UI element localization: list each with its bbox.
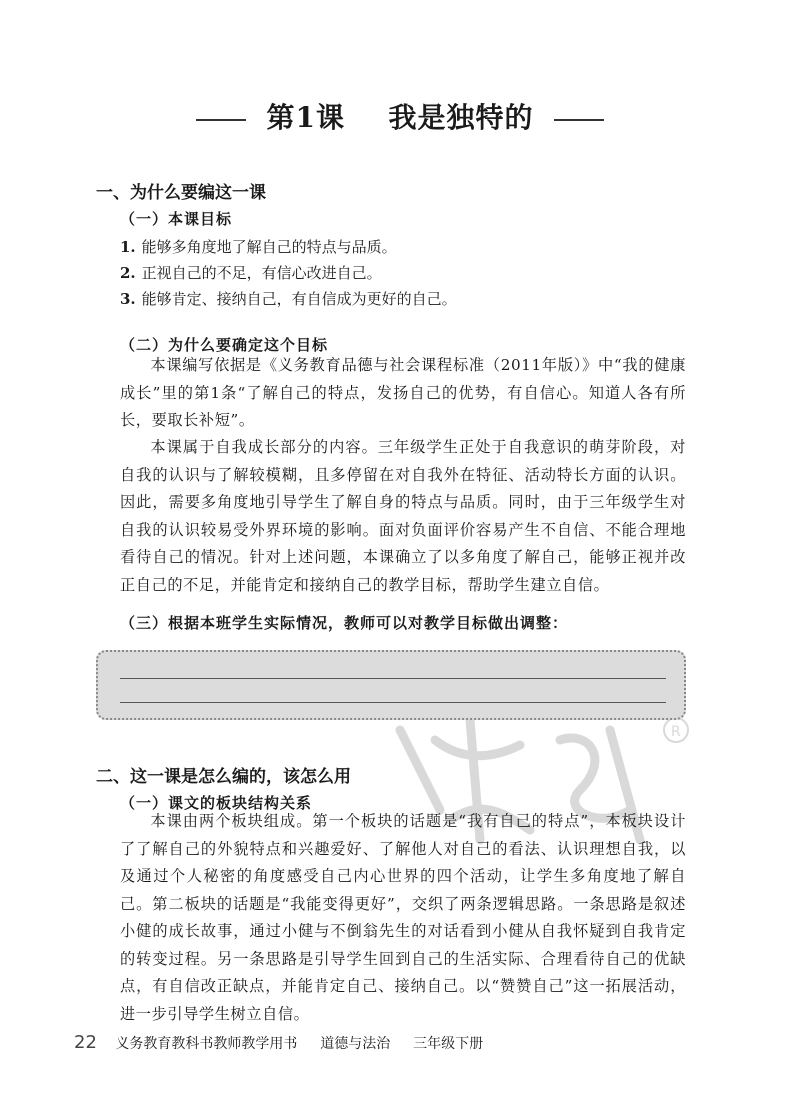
lesson-number: 第1课 bbox=[266, 101, 345, 134]
paragraph-rationale: 本课属于自我成长部分的内容。三年级学生正处于自我意识的萌芽阶段，对自我的认识与了解较模糊，且多停留在对自我外在特征、活动特长方面的认识。因此，需要多角度地引导学生了解自身的特点与品质。同时，由于三年级学生对自我的认识较易受外界环境的影响。面对负面评价容易产生不自信、不能合理地看待自己的情况。针对上述问题，本课确立了以多角度了解自己，能够正视并改正自己的不足，并能肯定和接纳自己的教学目标，帮助学生建立自信。 bbox=[120, 438, 686, 594]
paragraph-structure: 本课由两个板块组成。第一个板块的话题是“我有自己的特点”，本板块设计了了解自己的外貌特点和兴趣爱好、了解他人对自己的看法、认识理想自我，以及通过个人秘密的角度感受自己内心世界的四个活动，让学生多角度地了解自己。第二板块的话题是“我能变得更好”，交织了两条逻辑思路。一条思路是叙述小健的成长故事，通过小健与不倒翁先生的对话看到小健从自我怀疑到自我肯定的转变过程。另一条思路是引导学生回到自己的生活实际、合理看待自己的优缺点，有自信改正缺点，并能肯定自己、接纳自己。以“赞赞自己”这一拓展活动，进一步引导学生树立自信。 bbox=[120, 812, 686, 1023]
section-1-heading: 一、为什么要编这一课 bbox=[96, 183, 266, 203]
notes-line-2 bbox=[120, 702, 666, 703]
subsection-1-3-heading: （三）根据本班学生实际情况，教师可以对教学目标做出调整： bbox=[120, 614, 569, 632]
page-title bbox=[0, 96, 800, 136]
subsection-1-2-heading: （二）为什么要确定这个目标 bbox=[120, 336, 329, 354]
goal-item-1: 1. 能够多角度地了解自己的特点与品质。 bbox=[120, 238, 397, 256]
page-number: 22 bbox=[74, 1032, 97, 1053]
section-2-heading: 二、这一课是怎么编的，该怎么用 bbox=[96, 767, 351, 787]
footer-grade: 三年级下册 bbox=[413, 1036, 484, 1052]
subsection-2-1-heading: （一）课文的板块结构关系 bbox=[120, 794, 313, 812]
svg-text:R: R bbox=[671, 724, 681, 740]
footer-subject: 道德与法治 bbox=[320, 1036, 391, 1052]
goal-item-2: 2. 正视自己的不足，有信心改进自己。 bbox=[120, 264, 382, 282]
lesson-name: 我是独特的 bbox=[388, 101, 534, 134]
page-footer bbox=[74, 1032, 483, 1053]
title-dash-left bbox=[196, 119, 246, 121]
goal-item-3: 3. 能够肯定、接纳自己，有自信成为更好的自己。 bbox=[120, 290, 457, 308]
teacher-notes-box[interactable] bbox=[96, 650, 686, 720]
subsection-1-1-heading: （一）本课目标 bbox=[120, 210, 233, 228]
title-dash-right bbox=[554, 119, 604, 121]
footer-book-title: 义务教育教科书教师教学用书 bbox=[115, 1036, 298, 1052]
paragraph-basis: 本课编写依据是《义务教育品德与社会课程标准（2011年版）》中“我的健康成长”里的第1条“了解自己的特点，发扬自己的优势，有自信心。知道人各有所长，要取长补短”。 bbox=[120, 356, 686, 429]
notes-line-1 bbox=[120, 678, 666, 679]
